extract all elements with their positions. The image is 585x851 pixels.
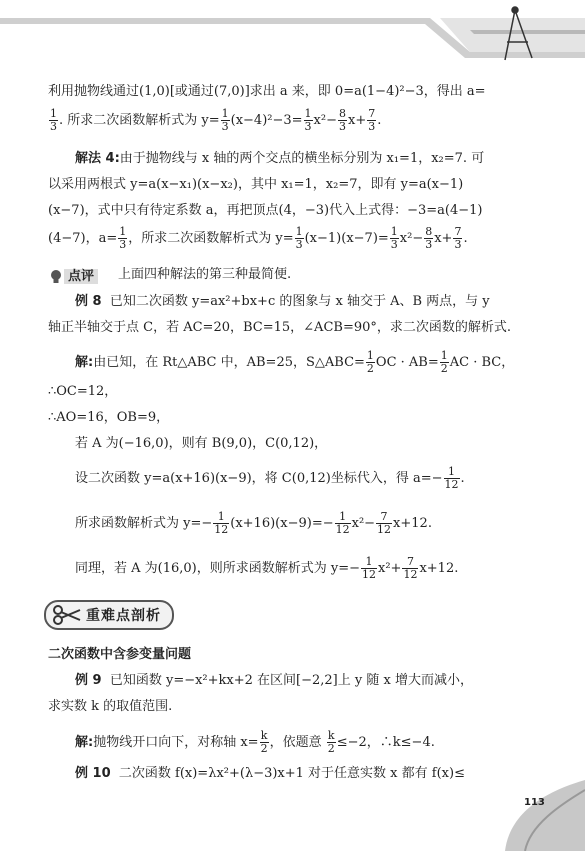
text-line: 设二次函数 y=a(x+16)(x−9)，将 C(0,12)坐标代入，得 a=− $\frac{1}{12}$ . <box>75 465 465 491</box>
section-title: 重难点剖析 <box>86 608 161 624</box>
text-line: 轴正半轴交于点 C，若 AC=20，BC=15，∠ACB=90°，求二次函数的解析式. <box>48 320 512 335</box>
text-line: 解:抛物线开口向下，对称轴 x= $\frac{k}{2}$ ，依题意 $\frac{k}{2}$ ≤−2，∴k≤−4. <box>75 729 435 755</box>
fraction: $\frac{1}{3}$ <box>50 107 57 133</box>
lightbulb-icon <box>48 269 64 285</box>
text-line: 例 9 已知函数 y=−x²+kx+2 在区间[−2,2]上 y 随 x 增大而减小， <box>75 673 473 688</box>
text-line: 上面四种解法的第三种最简便. <box>118 267 292 282</box>
text-line: 同理，若 A 为(16,0)，则所求函数解析式为 y=− $\frac{1}{12}$ x²+ $\frac{7}{12}$ x+12. <box>75 555 459 581</box>
text-line: 利用抛物线通过(1,0)[或通过(7,0)]求出 a 来，即 0=a(1−4)²−3，得出 a= <box>48 84 486 99</box>
text-line: 以采用两根式 y=a(x−x₁)(x−x₂)，其中 x₁=1，x₂=7，即有 y=a(x−1) <box>48 177 464 192</box>
text-line: (x−7)，式中只有待定系数 a，再把顶点(4，−3)代入上式得：−3=a(4−1) <box>48 203 483 218</box>
text-line: ∴OC=12， <box>48 384 118 399</box>
text-line: 解:由已知，在 Rt△ABC 中，AB=25，S△ABC= $\frac{1}{2}$ OC · AB= $\frac{1}{2}$ AC · BC， <box>75 349 515 375</box>
scissors-icon <box>52 604 82 626</box>
page-number: 113 <box>524 797 545 808</box>
comment-badge: 点评 <box>48 265 98 285</box>
text-line: $\frac{1}{3}$ . 所求二次函数解析式为 y= $\frac{1}{3}$ (x−4)²−3= $\frac{1}{3}$ x²− $\frac{8}{3}$ x+ $\frac{7}{3}$ . <box>50 107 382 133</box>
text-line: 若 A 为(−16,0)，则有 B(9,0)，C(0,12)， <box>75 436 328 451</box>
leaf-decoration <box>490 780 585 851</box>
section-tag <box>44 600 174 630</box>
text-line: 解法 4:由于抛物线与 x 轴的两个交点的横坐标分别为 x₁=1，x₂=7. 可 <box>75 151 485 166</box>
header-decoration <box>0 0 585 62</box>
text-line: 所求函数解析式为 y=− $\frac{1}{12}$ (x+16)(x−9)=− $\frac{1}{12}$ x²− $\frac{7}{12}$ x+12. <box>75 510 432 536</box>
text-line: 求实数 k 的取值范围. <box>48 699 173 714</box>
topic-heading: 二次函数中含参变量问题 <box>48 647 192 662</box>
text-line: ∴AO=16，OB=9， <box>48 410 170 425</box>
text-line: 例 8 已知二次函数 y=ax²+bx+c 的图象与 x 轴交于 A、B 两点，与 y <box>75 294 490 309</box>
text-line: 例 10 二次函数 f(x)=λx²+(λ−3)x+1 对于任意实数 x 都有 f(x)≤ <box>75 766 465 781</box>
text-line: (4−7)，a= $\frac{1}{3}$ ，所求二次函数解析式为 y= $\frac{1}{3}$ (x−1)(x−7)= $\frac{1}{3}$ x²− $\frac{8}{3}$ x+ $\frac{7}{3}$ . <box>48 225 468 251</box>
